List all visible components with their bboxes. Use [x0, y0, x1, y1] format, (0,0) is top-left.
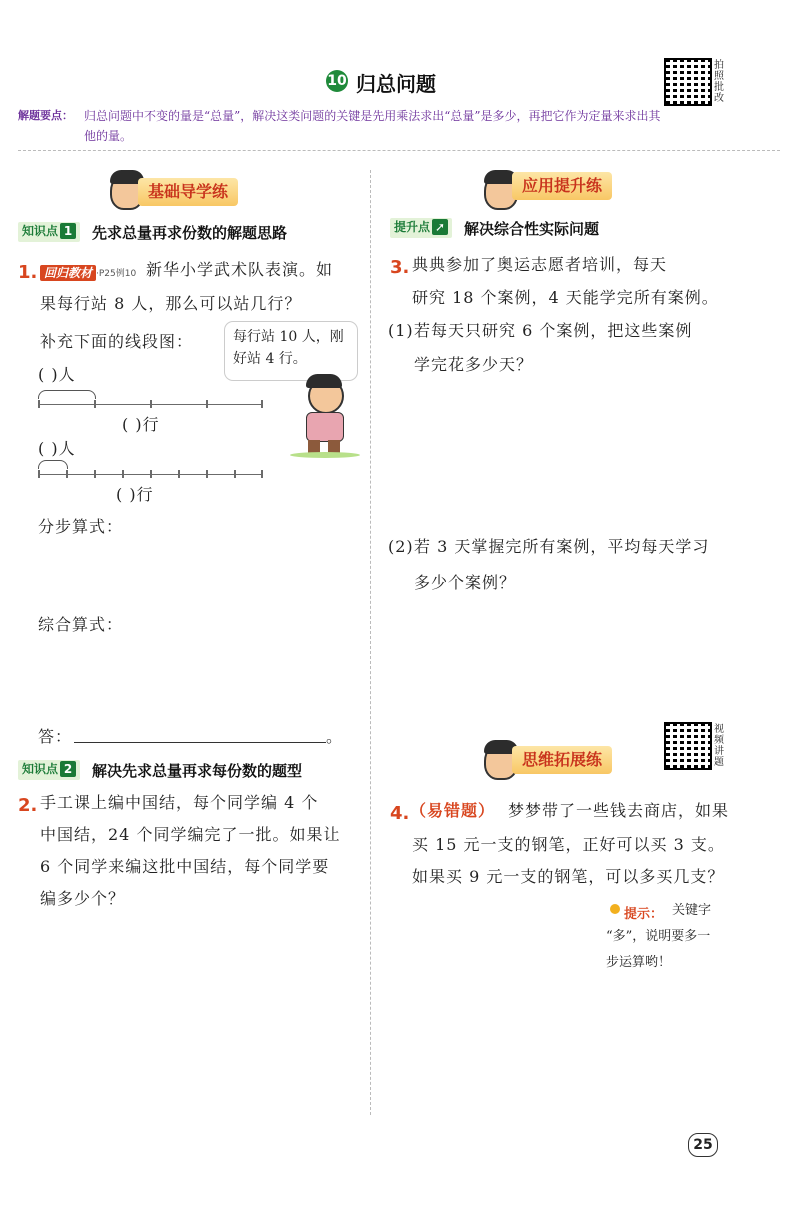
answer-end-mark: 。: [326, 727, 344, 746]
key-points-text: 归总问题中不变的量是“总量”，解决这类问题的关键是先用乘法求出“总量”是多少，再把它作为定量来求出其他的量。: [84, 109, 661, 143]
segment-2-tick: [150, 470, 152, 478]
diagram-instruction: 补充下面的线段图：: [40, 332, 194, 351]
question-4-line-3: 如果买 9 元一支的钢笔，可以多买几支？: [412, 867, 725, 886]
section-title-basic: 基础导学练: [138, 178, 238, 206]
martial-arts-boy-icon: [290, 378, 360, 458]
question-number-1: 1.: [18, 262, 38, 283]
error-prone-badge: （易错题）: [410, 801, 496, 820]
section-title-extension: 思维拓展练: [512, 746, 612, 774]
qr-bottom-label: 视频讲题: [714, 724, 724, 768]
answer-label: 答：: [38, 727, 73, 746]
question-3-part-1-line-1: 若每天只研究 6 个案例，把这些案例: [414, 321, 693, 340]
segment-1-tick: [206, 400, 208, 408]
question-3-part-2-line-1: 若 3 天掌握完所有案例，平均每天学习: [414, 537, 710, 556]
segment-2-people-label[interactable]: ( )人: [38, 439, 76, 458]
segment-2-brace: [38, 460, 68, 469]
textbook-badge: 回归教材 ·P25例10: [40, 262, 136, 281]
segment-1-tick: [261, 400, 263, 408]
question-2-line: 编多少个？: [40, 889, 126, 908]
segment-2-tick: [206, 470, 208, 478]
question-2-line: 6 个同学来编这批中国结，每个同学要: [40, 857, 330, 876]
segment-1-rows-label[interactable]: ( )行: [122, 415, 160, 434]
key-points-label: 解题要点：: [18, 109, 73, 122]
question-number-2: 2.: [18, 795, 38, 816]
qr-top-label: 拍照批改: [714, 60, 724, 104]
qr-code-icon[interactable]: [664, 722, 712, 770]
lesson-number-badge: 10: [326, 70, 348, 92]
segment-2-tick: [94, 470, 96, 478]
question-3-part-2-line-2: 多少个案例？: [414, 573, 517, 592]
improvement-point-tag: 提升点 ➚: [390, 218, 452, 238]
question-number-3: 3.: [390, 257, 410, 278]
question-3-part-2-label: (2): [388, 537, 414, 556]
knowledge-point-tag-2: 知识点 2: [18, 760, 80, 780]
improvement-point-title: 解决综合性实际问题: [464, 220, 600, 238]
segment-2-tick: [66, 470, 68, 478]
segment-1-tick: [38, 400, 40, 408]
segment-2-tick: [38, 470, 40, 478]
segment-2-rows-label[interactable]: ( )行: [116, 485, 154, 504]
question-4-line-1: 梦梦带了一些钱去商店，如果: [508, 801, 730, 820]
segment-1-brace: [38, 390, 96, 399]
hint-line-3: 步运算哟！: [606, 955, 672, 970]
answer-line[interactable]: [74, 742, 326, 743]
segment-2-tick: [178, 470, 180, 478]
knowledge-point-title-1: 先求总量再求份数的解题思路: [92, 224, 288, 242]
step-formula-label: 分步算式：: [38, 517, 124, 536]
segment-2-tick: [234, 470, 236, 478]
question-3-line-2: 研究 18 个案例，4 天能学完所有案例。: [412, 288, 719, 307]
question-3-part-1-line-2: 学完花多少天？: [414, 355, 534, 374]
hint-line-2: “多”，说明要多一: [606, 929, 711, 944]
segment-2-tick: [261, 470, 263, 478]
segment-1-people-label[interactable]: ( )人: [38, 365, 76, 384]
question-4-line-2: 买 15 元一支的钢笔，正好可以买 3 支。: [412, 835, 725, 854]
speech-bubble: 每行站 10 人，刚好站 4 行。: [225, 322, 357, 380]
question-3-part-1-label: (1): [388, 321, 414, 340]
question-2-line: 手工课上编中国结，每个同学编 4 个: [40, 793, 319, 812]
lesson-title: 归总问题: [356, 72, 436, 96]
segment-2-tick: [122, 470, 124, 478]
question-2-line: 中国结，24 个同学编完了一批。如果让: [40, 825, 341, 844]
header-divider: [18, 150, 780, 151]
column-divider: [370, 170, 371, 1115]
page-number: 25: [688, 1133, 718, 1157]
question-3-line-1: 典典参加了奥运志愿者培训，每天: [412, 255, 668, 274]
lightbulb-icon: [608, 904, 622, 918]
section-title-applied: 应用提升练: [512, 172, 612, 200]
hint-line-1: 关键字: [672, 903, 712, 918]
question-1-line-2: 果每行站 8 人，那么可以站几行？: [40, 294, 302, 313]
combined-formula-label: 综合算式：: [38, 615, 124, 634]
question-number-4: 4.: [390, 803, 410, 824]
question-1-line-1: 新华小学武术队表演。如: [146, 260, 334, 279]
knowledge-point-title-2: 解决先求总量再求每份数的题型: [92, 762, 303, 780]
knowledge-point-tag-1: 知识点 1: [18, 222, 80, 242]
segment-1-tick: [150, 400, 152, 408]
qr-code-icon[interactable]: [664, 58, 712, 106]
segment-1-tick: [94, 400, 96, 408]
hint-title: 提示：: [624, 907, 664, 922]
